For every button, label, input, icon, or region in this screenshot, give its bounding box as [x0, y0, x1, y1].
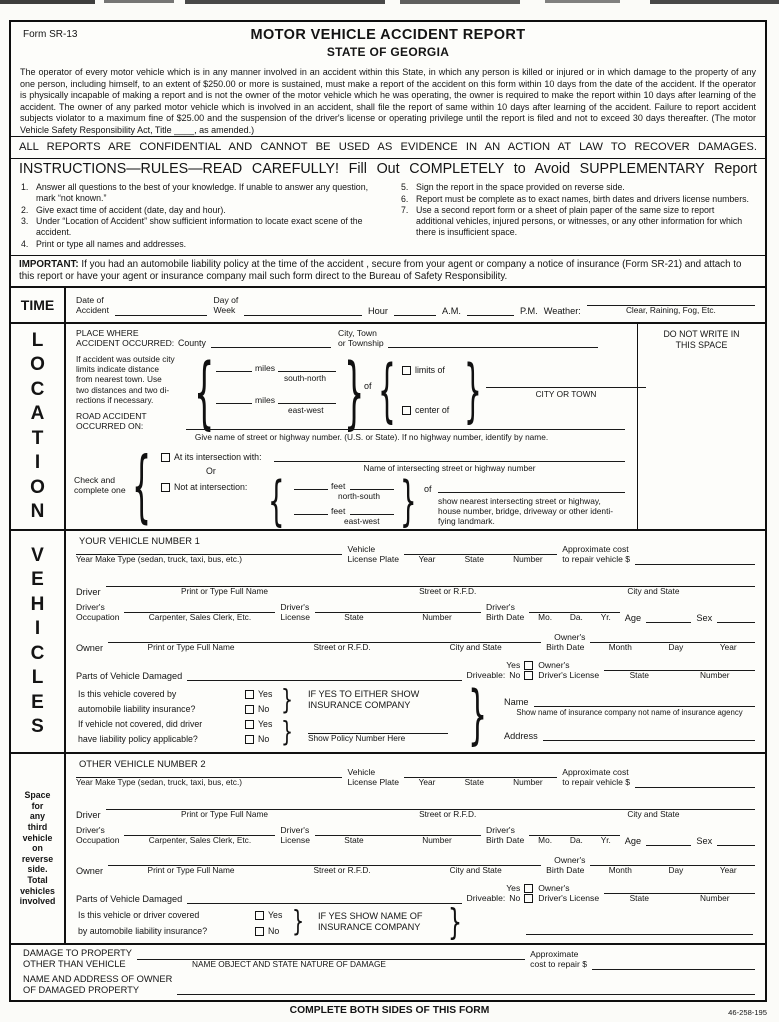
- v1-insurance-block: [76, 678, 755, 754]
- owner-captions: Print or Type Full Name Street or R.F.D. City and State: [147, 642, 502, 652]
- state-number-captions: State Number: [344, 612, 452, 622]
- brace: }: [292, 905, 305, 938]
- v1-insurance-address-field[interactable]: [543, 729, 755, 741]
- miles-east-field[interactable]: [216, 403, 252, 404]
- v1-row-vehicle: [76, 543, 755, 565]
- driveable-group: Yes Driveable: No: [467, 661, 534, 681]
- insurance-name-hint: Show name of insurance company not name of insurance agency: [516, 708, 743, 717]
- year-make-type-caption: Year Make Type (sedan, truck, taxi, bus, etc.): [76, 777, 243, 787]
- v2-age-field[interactable]: [646, 834, 691, 846]
- v2-row-damage: [76, 882, 755, 904]
- instructions-left-column: [21, 182, 377, 250]
- nearest-landmark-field[interactable]: [438, 492, 625, 493]
- owner-drivers-license-label: Owner's Driver's License: [538, 660, 600, 680]
- miles-label: miles: [255, 395, 276, 405]
- weather-hint: Clear, Raining, Fog, Etc.: [625, 305, 716, 315]
- instructions-title: INSTRUCTIONS—RULES—READ CAREFULLY! Fill Out COMPLETELY to Avoid SUPPLEMENTARY Report: [19, 161, 757, 177]
- feet-east-field[interactable]: [294, 514, 328, 515]
- item-number: 5.: [401, 182, 409, 192]
- feet-label: feet: [331, 481, 346, 491]
- item-number: 7.: [401, 205, 409, 215]
- time-row: [76, 294, 755, 316]
- confidential-line: ALL REPORTS ARE CONFIDENTIAL AND CANNOT BE USED AS EVIDENCE IN AN ACTION AT LAW TO RECOVER DAMAGES.: [19, 141, 757, 153]
- at-intersection-checkbox[interactable]: [161, 453, 170, 462]
- item-number: 1.: [21, 182, 29, 192]
- v2-insurance-name-field[interactable]: [526, 934, 753, 935]
- south-north-label: south-north: [284, 373, 326, 383]
- instruction-item: [401, 182, 753, 193]
- v2-license-field[interactable]: [315, 824, 481, 836]
- v1-insured-yes-checkbox[interactable]: [245, 690, 254, 699]
- damage-row2: [23, 974, 755, 995]
- state-number-captions: State Number: [629, 893, 730, 903]
- hour-label: Hour: [368, 305, 388, 316]
- brace: }: [400, 471, 417, 534]
- no-label: No: [268, 926, 280, 936]
- plate-captions: Year State Number: [418, 777, 543, 787]
- nearest-landmark-note: show nearest intersecting street or highway, house number, bridge, driveway or other identi- fying landmark.: [438, 496, 614, 526]
- question-text: Is this vehicle or driver covered: [78, 910, 200, 920]
- location-content: [66, 324, 637, 534]
- show-policy-caption: Show Policy Number Here: [308, 733, 406, 743]
- v2-row-vehicle: [76, 766, 755, 788]
- bd-captions: Mo. Da. Yr.: [538, 835, 611, 845]
- place-where-label: PLACE WHERE ACCIDENT OCCURRED:: [76, 328, 175, 348]
- v1-driveable-no-checkbox[interactable]: [524, 671, 533, 680]
- county-label: County: [178, 338, 206, 348]
- question-text: have liability policy applicable?: [78, 734, 198, 744]
- item-text: Give exact time of accident (date, day and hour).: [36, 204, 226, 215]
- driver-captions: Print or Type Full Name Street or R.F.D. City and State: [181, 586, 680, 596]
- of-label: of: [364, 381, 372, 391]
- center-of-checkbox[interactable]: [402, 406, 411, 415]
- occupation-label: Driver's Occupation: [76, 825, 120, 845]
- item-text: Under “Location of Accident” show sufficient information to locate exact scene of the accident.: [36, 216, 363, 237]
- v2-row-driver: [76, 798, 755, 820]
- address-label: Address: [504, 731, 538, 741]
- location-vertical-label: L O C A T I O N: [30, 329, 45, 522]
- form-subtitle: STATE OF GEORGIA: [326, 45, 450, 59]
- scan-artifact: [545, 0, 620, 3]
- footer-complete-note: COMPLETE BOTH SIDES OF THIS FORM: [289, 1005, 490, 1016]
- intersecting-hint: Name of intersecting street or highway number: [363, 463, 536, 473]
- brace: }: [464, 349, 482, 431]
- at-intersection-row: [161, 452, 262, 462]
- brace: }: [281, 716, 294, 748]
- time-section: [11, 288, 765, 324]
- important-text: If you had an automobile liability policy at the time of the accident , secure from your agent or company a notice of insurance (Form SR-21) and attach to this report or have your agent or insurance company mail such form direct to the Bureau of Safety Responsibility.: [19, 259, 742, 283]
- day-of-week-field[interactable]: [244, 304, 362, 316]
- v2-driveable-yes-checkbox[interactable]: [524, 884, 533, 893]
- owner-captions: Print or Type Full Name Street or R.F.D. City and State: [147, 865, 502, 875]
- v1-insurance-name-field[interactable]: [534, 695, 755, 707]
- v2-parts-damaged-field[interactable]: [187, 892, 461, 904]
- v2-insured-no-checkbox[interactable]: [255, 927, 264, 936]
- plate-captions: Year State Number: [418, 554, 543, 564]
- no-label: No: [258, 734, 270, 744]
- important-section: [11, 256, 765, 288]
- license-plate-label: Vehicle License Plate: [347, 544, 400, 564]
- driver-label: Driver: [76, 586, 101, 597]
- item-number: 6.: [401, 193, 409, 204]
- bd-captions: Mo. Da. Yr.: [538, 612, 611, 622]
- miles-label: miles: [255, 363, 276, 373]
- location-label-cell: [11, 324, 66, 529]
- v1-age-field[interactable]: [646, 611, 691, 623]
- license-label: Driver's License: [280, 602, 311, 622]
- approx-cost-repair-label: Approximate cost to repair $: [530, 949, 587, 969]
- not-at-intersection-row: [161, 482, 247, 492]
- brace: {: [378, 349, 396, 431]
- do-not-write-line1: DO NOT WRITE IN: [663, 329, 740, 339]
- v1-driver-policy-no-checkbox[interactable]: [245, 735, 254, 744]
- owner-birth-date-label: Owner's Birth Date: [546, 855, 586, 875]
- driver-captions: Print or Type Full Name Street or R.F.D. City and State: [181, 809, 680, 819]
- miles-north-field[interactable]: [216, 371, 252, 372]
- brace: }: [448, 903, 462, 944]
- question-text: by automobile liability insurance?: [78, 926, 208, 936]
- feet-label: feet: [331, 506, 346, 516]
- question-text: If vehicle not covered, did driver: [78, 719, 203, 729]
- vehicles-vertical-label: V E H I C L E S: [30, 544, 45, 737]
- vehicles-label-cell: [11, 531, 66, 752]
- of-label: of: [424, 484, 432, 494]
- v2-insured-yes-checkbox[interactable]: [255, 911, 264, 920]
- instructions-section: [11, 159, 765, 256]
- driver-label: Driver: [76, 809, 101, 820]
- sex-label: Sex: [696, 612, 713, 623]
- damage-row1: [23, 948, 755, 970]
- confidential-section: [11, 137, 765, 159]
- v2-sex-field[interactable]: [717, 834, 755, 846]
- v1-row-occupation: [76, 601, 755, 623]
- or-label: Or: [206, 466, 216, 476]
- brace: {: [268, 471, 285, 534]
- state-number-captions: State Number: [344, 835, 452, 845]
- footer-form-code: 46-258-195: [728, 1008, 767, 1017]
- license-plate-label: Vehicle License Plate: [347, 767, 400, 787]
- owner-birth-date-label: Owner's Birth Date: [546, 632, 586, 652]
- form-border: [9, 20, 767, 1002]
- east-west-label: east-west: [288, 405, 324, 415]
- damaged-owner-field[interactable]: [177, 983, 755, 995]
- age-label: Age: [624, 835, 642, 846]
- form-title: MOTOR VEHICLE ACCIDENT REPORT: [250, 27, 526, 43]
- v2-repair-cost-field[interactable]: [635, 776, 755, 788]
- yes-label: Yes: [258, 719, 273, 729]
- age-label: Age: [624, 612, 642, 623]
- date-of-accident-label: Date of Accident: [76, 295, 109, 315]
- limits-of-checkbox[interactable]: [402, 366, 411, 375]
- v2-owner-drivers-license-field[interactable]: [604, 882, 755, 894]
- scan-artifact: [185, 0, 385, 4]
- occupation-hint: Carpenter, Sales Clerk, Etc.: [148, 835, 252, 845]
- license-label: Driver's License: [280, 825, 311, 845]
- form-number: Form SR-13: [23, 29, 78, 40]
- v2-insurance-block: [76, 903, 755, 944]
- instruction-item: [401, 205, 753, 238]
- question-text: Is this vehicle covered by: [78, 689, 177, 699]
- location-section: [11, 324, 765, 534]
- item-text: Answer all questions to the best of your knowledge. If unable to answer any question, mark “not known.”: [36, 182, 369, 203]
- v1-if-yes-note: IF YES TO EITHER SHOW INSURANCE COMPANY Show Policy Number Here: [308, 689, 463, 744]
- v2-driveable-no-checkbox[interactable]: [524, 894, 533, 903]
- v1-row-damage: [76, 659, 755, 681]
- damage-hint: NAME OBJECT AND STATE NATURE OF DAMAGE: [192, 959, 386, 969]
- damage-cost-field[interactable]: [592, 958, 755, 970]
- item-number: 3.: [21, 216, 29, 226]
- state-number-captions: State Number: [629, 670, 730, 680]
- item-number: 4.: [21, 238, 29, 249]
- scan-artifact: [650, 0, 779, 4]
- vehicle1-header: YOUR VEHICLE NUMBER 1: [79, 535, 200, 546]
- damage-section: [11, 945, 765, 998]
- feet-east-field2[interactable]: [350, 514, 394, 515]
- owner-label: Owner: [76, 865, 104, 876]
- approx-cost-label: Approximate cost to repair vehicle $: [562, 767, 631, 787]
- city-or-town-field[interactable]: [486, 387, 646, 388]
- birth-date-label: Driver's Birth Date: [486, 825, 525, 845]
- check-complete-label: Check and complete one: [74, 475, 126, 495]
- do-not-write-line2: THIS SPACE: [675, 340, 728, 350]
- at-intersection-label: At its intersection with:: [174, 452, 262, 462]
- damaged-owner-label: NAME AND ADDRESS OF OWNER OF DAMAGED PROPERTY: [23, 974, 173, 995]
- road-accident-label: ROAD ACCIDENT OCCURRED ON:: [76, 411, 147, 431]
- limits-of-label: limits of: [415, 365, 445, 375]
- sex-label: Sex: [696, 835, 713, 846]
- township-field[interactable]: [388, 347, 598, 348]
- instruction-item: [21, 182, 377, 204]
- east-west-label: east-west: [344, 516, 380, 526]
- brace: }: [468, 678, 488, 754]
- item-number: 2.: [21, 204, 29, 215]
- road-hint: Give name of street or highway number. (U.S. or State). If no highway number, identify by name.: [194, 432, 549, 442]
- am-field[interactable]: [467, 304, 514, 316]
- not-at-intersection-label: Not at intersection:: [174, 482, 248, 492]
- v1-driveable-yes-checkbox[interactable]: [524, 661, 533, 670]
- scan-artifact: [104, 0, 174, 3]
- occupation-label: Driver's Occupation: [76, 602, 120, 622]
- intro-paragraph: The operator of every motor vehicle which is in any manner involved in an accident within this State, in which any person is killed or injured or in which damage to the property of any one person, including himself, to an extent of $250.00 or more is sustained, must make a report of the accident on this form within 10 days from the date of the accident. If the operator is physically incapable of making a report and is not the owner of the motor vehicle which he was operating, the owner is required to make the report within 10 days after learning of the accident. The owner of any parked motor vehicle which is involved in an accident, shall file the report of same within 10 days after learning of the accident. Failure to report accident subjects violator to a maximum fine of $25.00 and the suspension of the driver's license or operating privilege until the report is filed and not to exceed 30 days thereafter. (The motor Vehicle Safety Responsibility Act, Title ____, as amended.): [20, 67, 756, 135]
- third-vehicle-note-cell: [11, 754, 66, 943]
- important-label: IMPORTANT:: [19, 259, 79, 270]
- v2-row-occupation: [76, 824, 755, 846]
- feet-north-field2[interactable]: [350, 489, 394, 490]
- v1-driver-policy-yes-checkbox[interactable]: [245, 720, 254, 729]
- brace: }: [344, 345, 365, 439]
- intersecting-street-field[interactable]: [274, 461, 625, 462]
- instruction-item: [21, 216, 377, 238]
- occupation-hint: Carpenter, Sales Clerk, Etc.: [148, 612, 252, 622]
- v1-owner-drivers-license-field[interactable]: [604, 659, 755, 671]
- owner-bd-captions: Month Day Year: [608, 642, 737, 652]
- instruction-item: [21, 239, 377, 250]
- vehicle1-section: [11, 531, 765, 754]
- damage-property-label: DAMAGE TO PROPERTY OTHER THAN VEHICLE: [23, 948, 133, 969]
- brace: {: [194, 345, 215, 439]
- city-or-town-caption: CITY OR TOWN: [535, 389, 597, 399]
- driveable-group: Yes Driveable: No: [467, 884, 534, 904]
- approx-cost-label: Approximate cost to repair vehicle $: [562, 544, 631, 564]
- vehicle2-header: OTHER VEHICLE NUMBER 2: [79, 758, 206, 769]
- v1-sex-field[interactable]: [717, 611, 755, 623]
- pm-label: P.M.: [520, 305, 538, 316]
- no-label: No: [258, 704, 270, 714]
- v1-insurance-name-address: [504, 695, 755, 741]
- v1-insurance-questions: [78, 689, 278, 744]
- owner-bd-captions: Month Day Year: [608, 865, 737, 875]
- important-paragraph: [19, 259, 757, 284]
- v1-insured-no-checkbox[interactable]: [245, 705, 254, 714]
- city-town-label: City, Town or Township: [338, 328, 384, 348]
- owner-drivers-license-label: Owner's Driver's License: [538, 883, 600, 903]
- v2-row-owner: [76, 854, 755, 876]
- date-of-accident-field[interactable]: [115, 304, 208, 316]
- am-label: A.M.: [442, 305, 461, 316]
- instruction-item: [21, 205, 377, 216]
- feet-north-field[interactable]: [294, 489, 328, 490]
- v1-license-field[interactable]: [315, 601, 481, 613]
- center-of-label: center of: [415, 405, 450, 415]
- v1-row-owner: [76, 631, 755, 653]
- item-text: Print or type all names and addresses.: [36, 238, 187, 249]
- time-label-cell: [11, 288, 66, 322]
- v1-repair-cost-field[interactable]: [635, 553, 755, 565]
- outside-city-note: If accident was outside city limits indicate distance from nearest town. Use two distances and two di- rections if necessary.: [76, 354, 175, 405]
- birth-date-label: Driver's Birth Date: [486, 602, 525, 622]
- not-at-intersection-checkbox[interactable]: [161, 483, 170, 492]
- item-text: Report must be complete as to exact names, birth dates and drivers license numbers.: [416, 193, 749, 204]
- item-text: Sign the report in the space provided on reverse side.: [416, 182, 625, 192]
- yes-label: Yes: [258, 689, 273, 699]
- yes-label: Yes: [268, 910, 283, 920]
- brace: {: [132, 442, 152, 534]
- item-text: Use a second report form or a sheet of plain paper of the same size to report additional vehicles, injured persons, or witnesses, or any other information for which there is insufficient space.: [416, 205, 743, 237]
- limits-of-row: [402, 365, 445, 375]
- do-not-write-box: [637, 324, 765, 529]
- brace: }: [281, 684, 294, 716]
- parts-damaged-label: Parts of Vehicle Damaged: [76, 670, 183, 681]
- header-section: [11, 22, 765, 137]
- instructions-right-column: [401, 182, 753, 239]
- center-of-row: [402, 405, 449, 415]
- hour-field[interactable]: [394, 304, 436, 316]
- third-vehicle-note: Space for any third vehicle on reverse side. Total vehicles involved: [19, 790, 56, 907]
- north-south-label: north-south: [338, 491, 380, 501]
- vehicle2-section: [11, 754, 765, 945]
- weather-label: Weather:: [543, 305, 581, 316]
- scan-artifact: [0, 0, 95, 4]
- miles-north-field2[interactable]: [278, 371, 336, 372]
- miles-east-field2[interactable]: [278, 403, 336, 404]
- county-field[interactable]: [211, 347, 331, 348]
- parts-damaged-label: Parts of Vehicle Damaged: [76, 893, 183, 904]
- time-label: TIME: [20, 297, 55, 313]
- instruction-item: [401, 194, 753, 205]
- day-of-week-label: Day of Week: [213, 295, 239, 315]
- name-label: Name: [504, 697, 529, 707]
- owner-label: Owner: [76, 642, 104, 653]
- v1-row-driver: [76, 575, 755, 597]
- scan-artifact: [400, 0, 520, 4]
- question-text: automobile liability insurance?: [78, 704, 196, 714]
- year-make-type-caption: Year Make Type (sedan, truck, taxi, bus, etc.): [76, 554, 243, 564]
- v2-if-yes-note: IF YES SHOW NAME OF INSURANCE COMPANY: [318, 911, 423, 932]
- road-field[interactable]: [186, 429, 625, 430]
- v1-parts-damaged-field[interactable]: [187, 669, 461, 681]
- v2-insurance-questions: [78, 910, 288, 936]
